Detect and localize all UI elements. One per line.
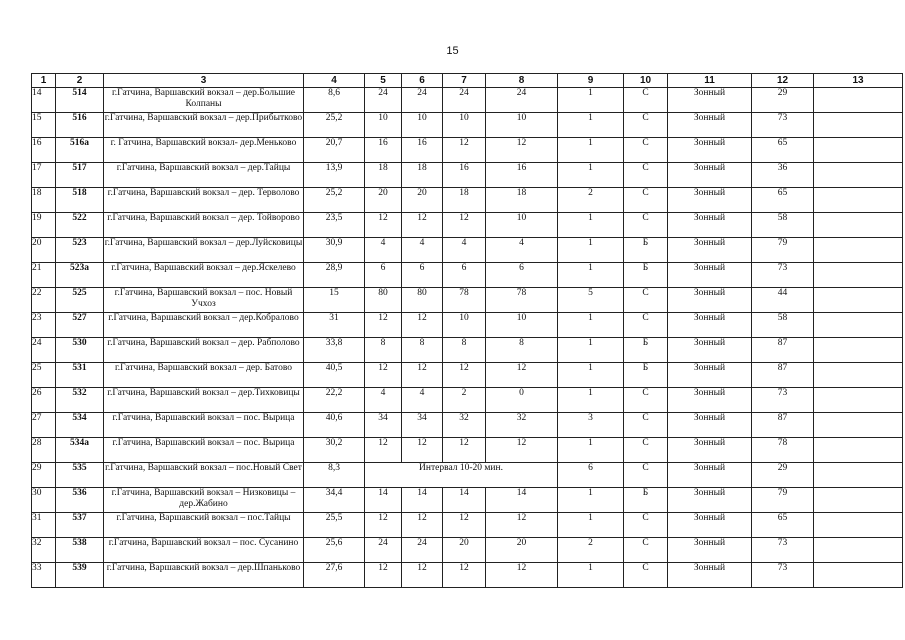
- tariff-cell: Зонный: [668, 513, 752, 538]
- col12-cell: 87: [752, 338, 814, 363]
- col13-cell: [814, 313, 903, 338]
- col13-cell: [814, 438, 903, 463]
- col13-cell: [814, 463, 903, 488]
- col5-cell: 12: [365, 213, 402, 238]
- distance-cell: 30,9: [304, 238, 365, 263]
- distance-cell: 8,6: [304, 88, 365, 113]
- distance-cell: 28,9: [304, 263, 365, 288]
- col13-cell: [814, 113, 903, 138]
- route-number: 516а: [56, 138, 104, 163]
- distance-cell: 25,2: [304, 113, 365, 138]
- class-cell: С: [624, 438, 668, 463]
- tariff-cell: Зонный: [668, 163, 752, 188]
- col13-cell: [814, 538, 903, 563]
- row-index: 23: [32, 313, 56, 338]
- col5-cell: 12: [365, 313, 402, 338]
- class-cell: С: [624, 388, 668, 413]
- col8-cell: 10: [486, 213, 558, 238]
- class-cell: С: [624, 563, 668, 588]
- col12-cell: 29: [752, 88, 814, 113]
- col8-cell: 14: [486, 488, 558, 513]
- col12-cell: 65: [752, 188, 814, 213]
- col13-cell: [814, 513, 903, 538]
- column-header-2: 2: [56, 74, 104, 88]
- col5-cell: 80: [365, 288, 402, 313]
- row-index: 28: [32, 438, 56, 463]
- col7-cell: 14: [443, 488, 486, 513]
- route-name: г. Гатчина, Варшавский вокзал- дер.Меньково: [104, 138, 304, 163]
- tariff-cell: Зонный: [668, 213, 752, 238]
- col13-cell: [814, 238, 903, 263]
- column-header-5: 5: [365, 74, 402, 88]
- distance-cell: 25,5: [304, 513, 365, 538]
- route-number: 534а: [56, 438, 104, 463]
- col5-cell: 12: [365, 563, 402, 588]
- distance-cell: 23,5: [304, 213, 365, 238]
- row-index: 19: [32, 213, 56, 238]
- route-number: 536: [56, 488, 104, 513]
- col7-cell: 12: [443, 363, 486, 388]
- route-name: г.Гатчина, Варшавский вокзал – дер.Луйсковицы: [104, 238, 304, 263]
- col12-cell: 36: [752, 163, 814, 188]
- column-header-10: 10: [624, 74, 668, 88]
- col8-cell: 24: [486, 88, 558, 113]
- col7-cell: 12: [443, 438, 486, 463]
- col12-cell: 73: [752, 563, 814, 588]
- col13-cell: [814, 563, 903, 588]
- class-cell: С: [624, 88, 668, 113]
- tariff-cell: Зонный: [668, 288, 752, 313]
- col9-cell: 1: [558, 338, 624, 363]
- row-index: 27: [32, 413, 56, 438]
- row-index: 31: [32, 513, 56, 538]
- tariff-cell: Зонный: [668, 238, 752, 263]
- col13-cell: [814, 488, 903, 513]
- col7-cell: 20: [443, 538, 486, 563]
- route-name: г.Гатчина, Варшавский вокзал – дер.Шпаньково: [104, 563, 304, 588]
- col5-cell: 24: [365, 88, 402, 113]
- column-header-12: 12: [752, 74, 814, 88]
- col9-cell: 1: [558, 363, 624, 388]
- col13-cell: [814, 163, 903, 188]
- col7-cell: 6: [443, 263, 486, 288]
- route-number: 539: [56, 563, 104, 588]
- col9-cell: 1: [558, 113, 624, 138]
- distance-cell: 31: [304, 313, 365, 338]
- class-cell: Б: [624, 263, 668, 288]
- table-row: [32, 438, 903, 463]
- tariff-cell: Зонный: [668, 88, 752, 113]
- row-index: 22: [32, 288, 56, 313]
- col5-cell: 6: [365, 263, 402, 288]
- col5-cell: 24: [365, 538, 402, 563]
- col5-cell: 16: [365, 138, 402, 163]
- table-row: [32, 313, 903, 338]
- row-index: 20: [32, 238, 56, 263]
- class-cell: С: [624, 513, 668, 538]
- row-index: 29: [32, 463, 56, 488]
- col6-cell: 12: [402, 363, 443, 388]
- class-cell: С: [624, 163, 668, 188]
- row-index: 32: [32, 538, 56, 563]
- col13-cell: [814, 188, 903, 213]
- table-row: [32, 113, 903, 138]
- col13-cell: [814, 213, 903, 238]
- distance-cell: 40,5: [304, 363, 365, 388]
- col9-cell: 1: [558, 138, 624, 163]
- tariff-cell: Зонный: [668, 263, 752, 288]
- col8-cell: 18: [486, 188, 558, 213]
- table-row: [32, 463, 903, 488]
- route-number: 532: [56, 388, 104, 413]
- col9-cell: 1: [558, 263, 624, 288]
- class-cell: С: [624, 538, 668, 563]
- table-row: [32, 288, 903, 313]
- route-number: 523: [56, 238, 104, 263]
- col9-cell: 1: [558, 163, 624, 188]
- row-index: 16: [32, 138, 56, 163]
- tariff-cell: Зонный: [668, 488, 752, 513]
- col12-cell: 73: [752, 538, 814, 563]
- table-row: [32, 388, 903, 413]
- col6-cell: 10: [402, 113, 443, 138]
- col6-cell: 16: [402, 138, 443, 163]
- column-header-1: 1: [32, 74, 56, 88]
- col12-cell: 79: [752, 238, 814, 263]
- distance-cell: 30,2: [304, 438, 365, 463]
- tariff-cell: Зонный: [668, 463, 752, 488]
- route-number: 531: [56, 363, 104, 388]
- route-name: г.Гатчина, Варшавский вокзал – пос. Новый Учхоз: [104, 288, 304, 313]
- col6-cell: 20: [402, 188, 443, 213]
- column-header-9: 9: [558, 74, 624, 88]
- col8-cell: 12: [486, 438, 558, 463]
- distance-cell: 15: [304, 288, 365, 313]
- tariff-cell: Зонный: [668, 363, 752, 388]
- col9-cell: 5: [558, 288, 624, 313]
- col7-cell: 18: [443, 188, 486, 213]
- route-number: 538: [56, 538, 104, 563]
- class-cell: Б: [624, 238, 668, 263]
- tariff-cell: Зонный: [668, 438, 752, 463]
- interval-note: Интервал 10-20 мин.: [365, 463, 558, 488]
- distance-cell: 13,9: [304, 163, 365, 188]
- col12-cell: 73: [752, 263, 814, 288]
- distance-cell: 8,3: [304, 463, 365, 488]
- class-cell: Б: [624, 338, 668, 363]
- table-row: [32, 363, 903, 388]
- col5-cell: 12: [365, 438, 402, 463]
- distance-cell: 20,7: [304, 138, 365, 163]
- route-name: г.Гатчина, Варшавский вокзал – пос.Новый Свет: [104, 463, 304, 488]
- col6-cell: 12: [402, 563, 443, 588]
- col13-cell: [814, 88, 903, 113]
- table-row: [32, 563, 903, 588]
- distance-cell: 25,6: [304, 538, 365, 563]
- route-name: г.Гатчина, Варшавский вокзал – дер.Большие Колпаны: [104, 88, 304, 113]
- table-row: [32, 488, 903, 513]
- class-cell: Б: [624, 363, 668, 388]
- col13-cell: [814, 263, 903, 288]
- tariff-cell: Зонный: [668, 138, 752, 163]
- col7-cell: 16: [443, 163, 486, 188]
- class-cell: С: [624, 313, 668, 338]
- table-row: [32, 188, 903, 213]
- route-name: г.Гатчина, Варшавский вокзал – пос. Сусанино: [104, 538, 304, 563]
- class-cell: Б: [624, 488, 668, 513]
- col13-cell: [814, 288, 903, 313]
- col8-cell: 0: [486, 388, 558, 413]
- col8-cell: 4: [486, 238, 558, 263]
- tariff-cell: Зонный: [668, 338, 752, 363]
- col13-cell: [814, 338, 903, 363]
- col8-cell: 12: [486, 563, 558, 588]
- col7-cell: 8: [443, 338, 486, 363]
- row-index: 15: [32, 113, 56, 138]
- tariff-cell: Зонный: [668, 538, 752, 563]
- col9-cell: 3: [558, 413, 624, 438]
- route-name: г.Гатчина, Варшавский вокзал – дер.Тихковицы: [104, 388, 304, 413]
- class-cell: С: [624, 188, 668, 213]
- row-index: 26: [32, 388, 56, 413]
- header-row: [32, 74, 903, 88]
- col6-cell: 4: [402, 388, 443, 413]
- route-number: 523а: [56, 263, 104, 288]
- table-row: [32, 88, 903, 113]
- class-cell: С: [624, 113, 668, 138]
- route-number: 530: [56, 338, 104, 363]
- col12-cell: 29: [752, 463, 814, 488]
- column-header-3: 3: [104, 74, 304, 88]
- col8-cell: 10: [486, 313, 558, 338]
- route-number: 527: [56, 313, 104, 338]
- table-row: [32, 163, 903, 188]
- col6-cell: 12: [402, 513, 443, 538]
- table-row: [32, 538, 903, 563]
- row-index: 30: [32, 488, 56, 513]
- col5-cell: 10: [365, 113, 402, 138]
- col8-cell: 12: [486, 138, 558, 163]
- col5-cell: 8: [365, 338, 402, 363]
- col7-cell: 10: [443, 313, 486, 338]
- col9-cell: 1: [558, 563, 624, 588]
- row-index: 17: [32, 163, 56, 188]
- route-name: г.Гатчина, Варшавский вокзал – пос.Тайцы: [104, 513, 304, 538]
- col12-cell: 73: [752, 113, 814, 138]
- table-row: [32, 238, 903, 263]
- col5-cell: 12: [365, 363, 402, 388]
- col5-cell: 34: [365, 413, 402, 438]
- tariff-cell: Зонный: [668, 563, 752, 588]
- col6-cell: 34: [402, 413, 443, 438]
- route-name: г.Гатчина, Варшавский вокзал – дер.Кобралово: [104, 313, 304, 338]
- table-row: [32, 338, 903, 363]
- col9-cell: 1: [558, 88, 624, 113]
- col9-cell: 1: [558, 238, 624, 263]
- tariff-cell: Зонный: [668, 313, 752, 338]
- col6-cell: 24: [402, 88, 443, 113]
- col13-cell: [814, 388, 903, 413]
- col7-cell: 2: [443, 388, 486, 413]
- row-index: 18: [32, 188, 56, 213]
- col7-cell: 32: [443, 413, 486, 438]
- table-row: [32, 413, 903, 438]
- col8-cell: 78: [486, 288, 558, 313]
- col5-cell: 4: [365, 388, 402, 413]
- table-row: [32, 513, 903, 538]
- route-name: г.Гатчина, Варшавский вокзал – пос. Вырица: [104, 413, 304, 438]
- col7-cell: 12: [443, 213, 486, 238]
- column-header-13: 13: [814, 74, 903, 88]
- routes-table: [31, 73, 903, 588]
- col5-cell: 14: [365, 488, 402, 513]
- column-header-6: 6: [402, 74, 443, 88]
- column-header-7: 7: [443, 74, 486, 88]
- distance-cell: 33,8: [304, 338, 365, 363]
- col5-cell: 18: [365, 163, 402, 188]
- route-name: г.Гатчина, Варшавский вокзал – дер. Батово: [104, 363, 304, 388]
- col12-cell: 44: [752, 288, 814, 313]
- col6-cell: 4: [402, 238, 443, 263]
- route-name: г.Гатчина, Варшавский вокзал – дер.Прибытково: [104, 113, 304, 138]
- col6-cell: 8: [402, 338, 443, 363]
- col12-cell: 58: [752, 213, 814, 238]
- row-index: 21: [32, 263, 56, 288]
- col6-cell: 18: [402, 163, 443, 188]
- col7-cell: 78: [443, 288, 486, 313]
- col7-cell: 12: [443, 563, 486, 588]
- tariff-cell: Зонный: [668, 113, 752, 138]
- col5-cell: 12: [365, 513, 402, 538]
- row-index: 25: [32, 363, 56, 388]
- class-cell: С: [624, 213, 668, 238]
- row-index: 14: [32, 88, 56, 113]
- col6-cell: 12: [402, 438, 443, 463]
- route-number: 514: [56, 88, 104, 113]
- col13-cell: [814, 138, 903, 163]
- page-number: 15: [446, 45, 459, 57]
- col6-cell: 12: [402, 313, 443, 338]
- row-index: 24: [32, 338, 56, 363]
- col9-cell: 6: [558, 463, 624, 488]
- route-name: г.Гатчина, Варшавский вокзал – дер. Рабполово: [104, 338, 304, 363]
- col9-cell: 1: [558, 488, 624, 513]
- col7-cell: 4: [443, 238, 486, 263]
- col8-cell: 6: [486, 263, 558, 288]
- distance-cell: 34,4: [304, 488, 365, 513]
- col5-cell: 4: [365, 238, 402, 263]
- class-cell: С: [624, 413, 668, 438]
- col12-cell: 79: [752, 488, 814, 513]
- route-number: 516: [56, 113, 104, 138]
- col12-cell: 87: [752, 363, 814, 388]
- col12-cell: 87: [752, 413, 814, 438]
- col5-cell: 20: [365, 188, 402, 213]
- tariff-cell: Зонный: [668, 188, 752, 213]
- route-number: 522: [56, 213, 104, 238]
- route-number: 518: [56, 188, 104, 213]
- col6-cell: 14: [402, 488, 443, 513]
- col7-cell: 10: [443, 113, 486, 138]
- route-name: г.Гатчина, Варшавский вокзал – Низковицы – дер.Жабино: [104, 488, 304, 513]
- col8-cell: 8: [486, 338, 558, 363]
- class-cell: С: [624, 463, 668, 488]
- route-number: 537: [56, 513, 104, 538]
- col13-cell: [814, 363, 903, 388]
- tariff-cell: Зонный: [668, 388, 752, 413]
- col9-cell: 1: [558, 438, 624, 463]
- col12-cell: 73: [752, 388, 814, 413]
- distance-cell: 25,2: [304, 188, 365, 213]
- route-name: г.Гатчина, Варшавский вокзал – дер.Яскелево: [104, 263, 304, 288]
- col6-cell: 80: [402, 288, 443, 313]
- route-number: 534: [56, 413, 104, 438]
- tariff-cell: Зонный: [668, 413, 752, 438]
- col9-cell: 2: [558, 188, 624, 213]
- row-index: 33: [32, 563, 56, 588]
- class-cell: С: [624, 288, 668, 313]
- col7-cell: 24: [443, 88, 486, 113]
- col12-cell: 65: [752, 138, 814, 163]
- route-name: г.Гатчина, Варшавский вокзал – дер. Тойворово: [104, 213, 304, 238]
- col9-cell: 2: [558, 538, 624, 563]
- distance-cell: 27,6: [304, 563, 365, 588]
- col6-cell: 6: [402, 263, 443, 288]
- col9-cell: 1: [558, 313, 624, 338]
- route-name: г.Гатчина, Варшавский вокзал – пос. Вырица: [104, 438, 304, 463]
- col7-cell: 12: [443, 138, 486, 163]
- column-header-8: 8: [486, 74, 558, 88]
- route-number: 535: [56, 463, 104, 488]
- col6-cell: 12: [402, 213, 443, 238]
- table-row: [32, 138, 903, 163]
- route-name: г.Гатчина, Варшавский вокзал – дер. Терволово: [104, 188, 304, 213]
- col8-cell: 20: [486, 538, 558, 563]
- col8-cell: 10: [486, 113, 558, 138]
- col12-cell: 78: [752, 438, 814, 463]
- column-header-11: 11: [668, 74, 752, 88]
- distance-cell: 22,2: [304, 388, 365, 413]
- column-header-4: 4: [304, 74, 365, 88]
- col8-cell: 12: [486, 363, 558, 388]
- col7-cell: 12: [443, 513, 486, 538]
- distance-cell: 40,6: [304, 413, 365, 438]
- col12-cell: 65: [752, 513, 814, 538]
- class-cell: С: [624, 138, 668, 163]
- table-row: [32, 213, 903, 238]
- col12-cell: 58: [752, 313, 814, 338]
- col9-cell: 1: [558, 388, 624, 413]
- route-name: г.Гатчина, Варшавский вокзал – дер.Тайцы: [104, 163, 304, 188]
- col13-cell: [814, 413, 903, 438]
- route-number: 525: [56, 288, 104, 313]
- col9-cell: 1: [558, 213, 624, 238]
- col8-cell: 12: [486, 513, 558, 538]
- col6-cell: 24: [402, 538, 443, 563]
- col8-cell: 16: [486, 163, 558, 188]
- col9-cell: 1: [558, 513, 624, 538]
- table-row: [32, 263, 903, 288]
- col8-cell: 32: [486, 413, 558, 438]
- route-number: 517: [56, 163, 104, 188]
